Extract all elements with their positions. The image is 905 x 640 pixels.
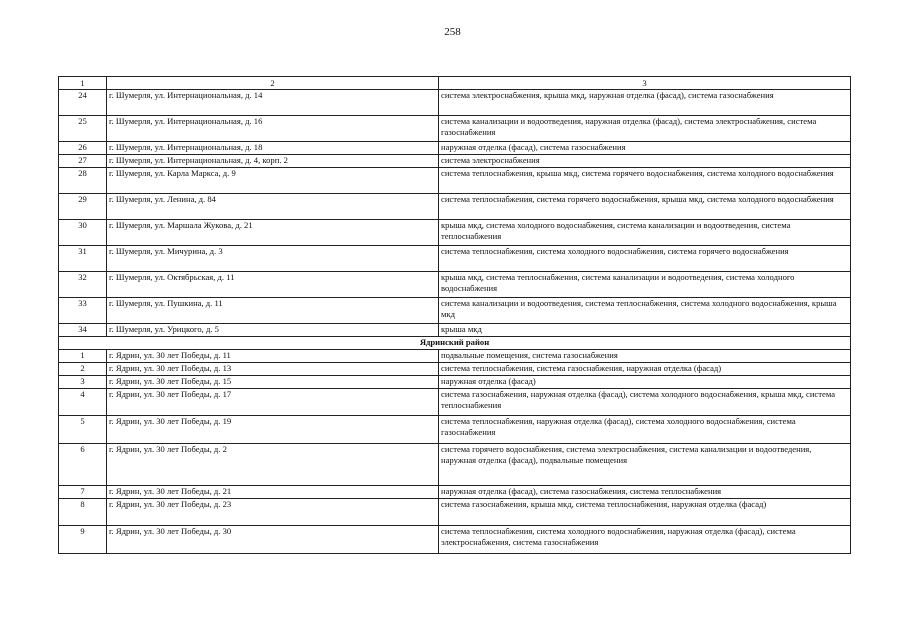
table-row [59,324,851,337]
row-number: 7 [59,486,107,499]
row-systems: система теплоснабжения, наружная отделка (фасад), система холодного водоснабжения, система газоснабжения [439,416,851,444]
row-systems: наружная отделка (фасад), система газоснабжения, система теплоснабжения [439,486,851,499]
row-number: 3 [59,376,107,389]
column-number-2: 2 [107,77,439,90]
row-address: г. Шумерля, ул. Мичурина, д. 3 [107,246,439,272]
table-row [59,444,851,486]
row-address: г. Шумерля, ул. Пушкина, д. 11 [107,298,439,324]
row-number: 6 [59,444,107,486]
table-row [59,363,851,376]
page-number: 258 [444,26,461,38]
row-address: г. Шумерля, ул. Маршала Жукова, д. 21 [107,220,439,246]
row-systems: подвальные помещения, система газоснабжения [439,350,851,363]
row-systems: система электроснабжения, крыша мкд, наружная отделка (фасад), система газоснабжения [439,90,851,116]
row-systems: крыша мкд, система холодного водоснабжения, система канализации и водоотведения, система теплоснабжения [439,220,851,246]
column-number-row [59,77,851,90]
row-address: г. Шумерля, ул. Урицкого, д. 5 [107,324,439,337]
table-row [59,376,851,389]
row-address: г. Ядрин, ул. 30 лет Победы, д. 19 [107,416,439,444]
row-number: 30 [59,220,107,246]
row-systems: система теплоснабжения, система горячего водоснабжения, крыша мкд, система холодного водоснабжения [439,194,851,220]
row-systems: система канализации и водоотведения, наружная отделка (фасад), система электроснабжения, система газоснабжения [439,116,851,142]
table-row [59,486,851,499]
row-systems: система канализации и водоотведения, система теплоснабжения, система холодного водоснабжения, крыша мкд [439,298,851,324]
table-row [59,526,851,554]
row-number: 28 [59,168,107,194]
table-row [59,499,851,526]
row-number: 25 [59,116,107,142]
table-row [59,350,851,363]
row-systems: система теплоснабжения, система газоснабжения, наружная отделка (фасад) [439,363,851,376]
row-address: г. Ядрин, ул. 30 лет Победы, д. 17 [107,389,439,416]
row-address: г. Ядрин, ул. 30 лет Победы, д. 15 [107,376,439,389]
row-systems: система горячего водоснабжения, система электроснабжения, система канализации и водоотведения, наружная отделка (фасад), подвальные помещения [439,444,851,486]
row-number: 4 [59,389,107,416]
row-address: г. Ядрин, ул. 30 лет Победы, д. 11 [107,350,439,363]
row-systems: система теплоснабжения, крыша мкд, система горячего водоснабжения, система холодного водоснабжения [439,168,851,194]
row-systems: наружная отделка (фасад), система газоснабжения [439,142,851,155]
row-address: г. Шумерля, ул. Октябрьская, д. 11 [107,272,439,298]
row-number: 1 [59,350,107,363]
row-systems: наружная отделка (фасад) [439,376,851,389]
row-address: г. Шумерля, ул. Интернациональная, д. 16 [107,116,439,142]
row-address: г. Шумерля, ул. Интернациональная, д. 18 [107,142,439,155]
table-row [59,168,851,194]
column-number-1: 1 [59,77,107,90]
row-address: г. Шумерля, ул. Ленина, д. 84 [107,194,439,220]
row-number: 27 [59,155,107,168]
row-number: 32 [59,272,107,298]
row-address: г. Шумерля, ул. Интернациональная, д. 4, корп. 2 [107,155,439,168]
table-row [59,298,851,324]
table-row [59,389,851,416]
table-row [59,220,851,246]
row-address: г. Шумерля, ул. Карла Маркса, д. 9 [107,168,439,194]
row-systems: крыша мкд [439,324,851,337]
row-address: г. Ядрин, ул. 30 лет Победы, д. 23 [107,499,439,526]
table-row [59,90,851,116]
row-number: 33 [59,298,107,324]
column-number-3: 3 [439,77,851,90]
row-systems: система теплоснабжения, система холодного водоснабжения, система горячего водоснабжения [439,246,851,272]
row-address: г. Ядрин, ул. 30 лет Победы, д. 13 [107,363,439,376]
row-number: 29 [59,194,107,220]
row-number: 34 [59,324,107,337]
row-systems: система газоснабжения, наружная отделка (фасад), система холодного водоснабжения, крыша мкд, система теплоснабжения [439,389,851,416]
table-row [59,142,851,155]
row-number: 9 [59,526,107,554]
row-systems: система электроснабжения [439,155,851,168]
row-address: г. Ядрин, ул. 30 лет Победы, д. 30 [107,526,439,554]
table-row [59,416,851,444]
building-registry-table [58,76,851,554]
row-number: 31 [59,246,107,272]
table-row [59,246,851,272]
section-title: Ядринский район [59,337,851,350]
row-number: 8 [59,499,107,526]
row-systems: крыша мкд, система теплоснабжения, система канализации и водоотведения, система холодного водоснабжения [439,272,851,298]
table-row [59,116,851,142]
row-systems: система газоснабжения, крыша мкд, система теплоснабжения, наружная отделка (фасад) [439,499,851,526]
row-number: 5 [59,416,107,444]
row-address: г. Ядрин, ул. 30 лет Победы, д. 2 [107,444,439,486]
row-systems: система теплоснабжения, система холодного водоснабжения, наружная отделка (фасад), система электроснабжения, система газоснабжения [439,526,851,554]
row-address: г. Ядрин, ул. 30 лет Победы, д. 21 [107,486,439,499]
row-number: 2 [59,363,107,376]
section-header-row [59,337,851,350]
table-row [59,194,851,220]
table-row [59,272,851,298]
table-row [59,155,851,168]
row-address: г. Шумерля, ул. Интернациональная, д. 14 [107,90,439,116]
row-number: 24 [59,90,107,116]
row-number: 26 [59,142,107,155]
